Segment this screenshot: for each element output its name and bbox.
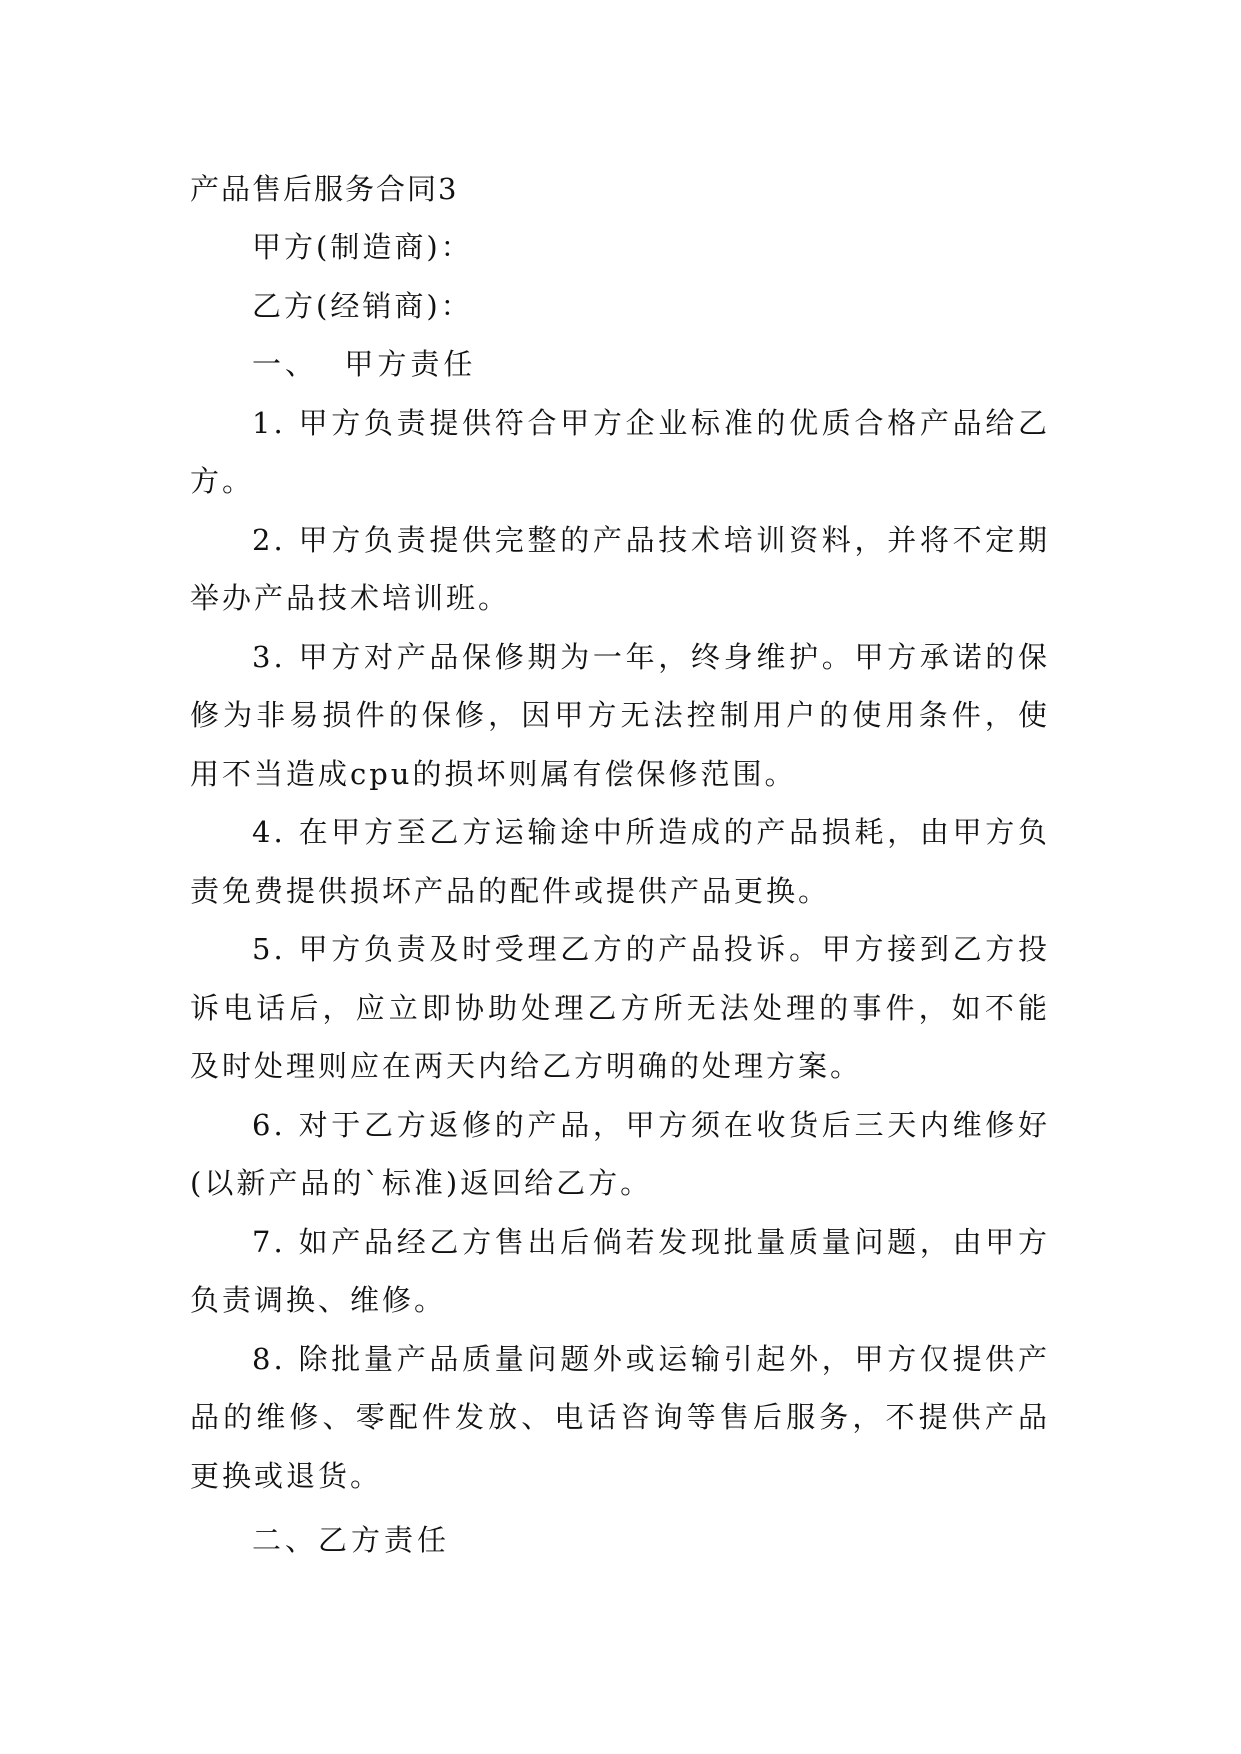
party-b-label: 乙方(经销商)：	[252, 288, 473, 323]
section-heading-party-b-duties: 二、乙方责任	[252, 1523, 451, 1557]
clause-5: 5. 甲方负责及时受理乙方的产品投诉。甲方接到乙方投诉电话后，应立即协助处理乙方所无法处理的事件，如不能及时处理则应在两天内给乙方明确的处理方案。	[190, 932, 1050, 1083]
clause-6: 6. 对于乙方返修的产品，甲方须在收货后三天内维修好(以新产品的`标准)返回给乙方。	[190, 1107, 1050, 1200]
clause-3: 3. 甲方对产品保修期为一年，终身维护。甲方承诺的保修为非易损件的保修，因甲方无法控制用户的使用条件，使用不当造成cpu的损坏则属有偿保修范围。	[190, 639, 1050, 791]
clause-2: 2. 甲方负责提供完整的产品技术培训资料，并将不定期举办产品技术培训班。	[190, 522, 1050, 615]
document-page	[190, 160, 1050, 1570]
clause-8: 8. 除批量产品质量问题外或运输引起外，甲方仅提供产品的维修、零配件发放、电话咨询等售后服务，不提供产品更换或退货。	[190, 1341, 1050, 1493]
document-title: 产品售后服务合同3	[190, 172, 459, 206]
clause-1: 1. 甲方负责提供符合甲方企业标准的优质合格产品给乙方。	[190, 405, 1050, 498]
clause-7: 7. 如产品经乙方售出后倘若发现批量质量问题，由甲方负责调换、维修。	[190, 1224, 1050, 1317]
party-a-label: 甲方(制造商)：	[252, 230, 473, 264]
clause-4: 4. 在甲方至乙方运输途中所造成的产品损耗，由甲方负责免费提供损坏产品的配件或提供产品更换。	[190, 815, 1050, 908]
section-heading-party-a-duties: 一、 甲方责任	[252, 347, 477, 381]
